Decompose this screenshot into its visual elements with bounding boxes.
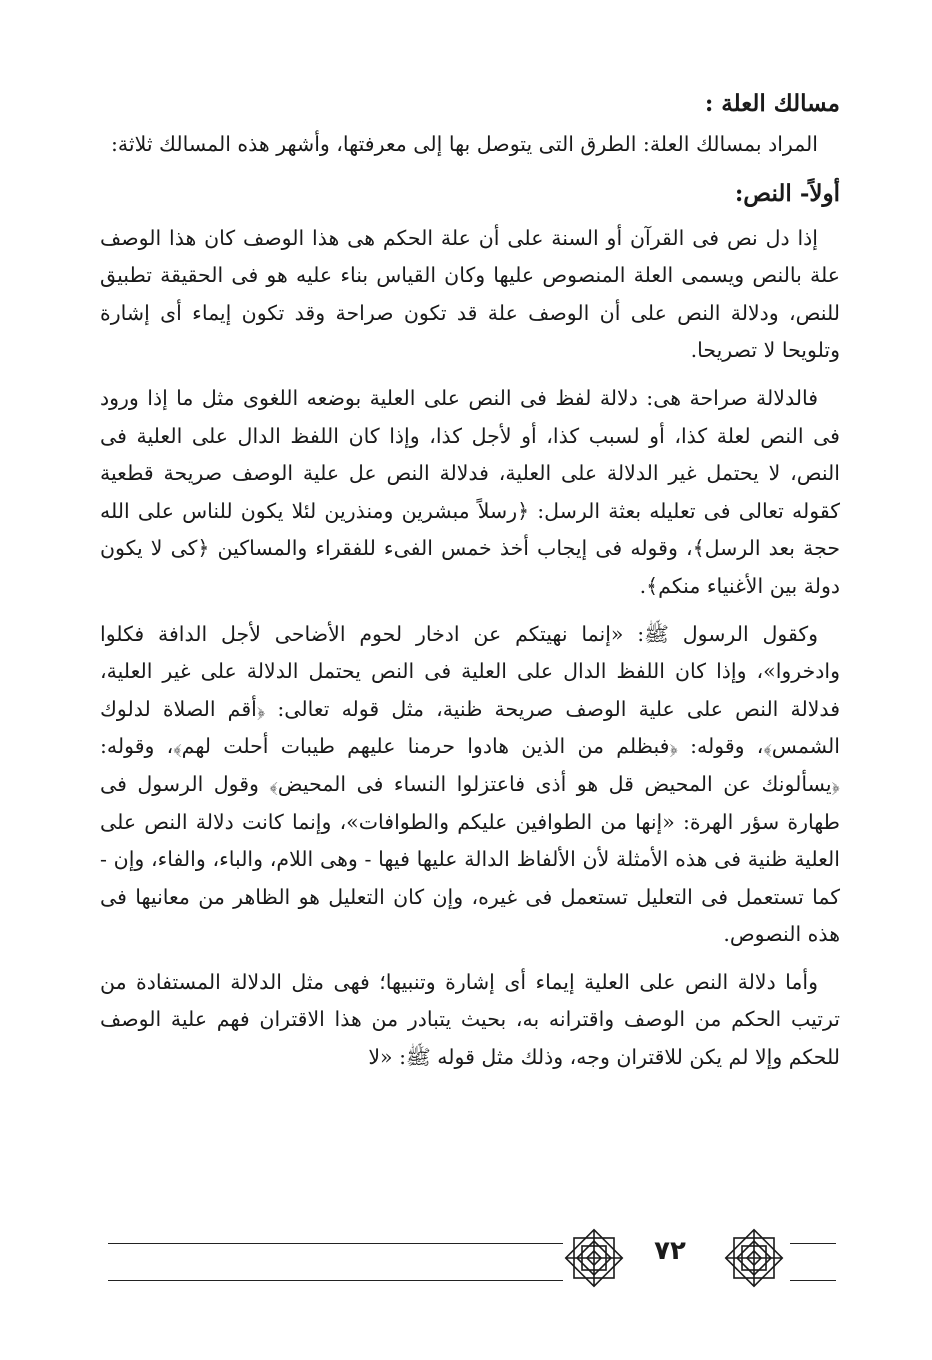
paragraph: فالدلالة صراحة هى: دلالة لفظ فى النص على العلية بوضعه اللغوى مثل ما إذا ورود فى النص لعلة كذا، أو لسبب كذا، أو لأجل كذا، وإذا كان اللفظ الدال على العلية فى النص، لا يحتمل غير الدلالة على العلية، فدلالة النص عل علية الوصف صريحة قطعية كقوله تعالى فى تعليله بعثة الرسل: ﴿رسلاً مبشرين ومنذرين لئلا يكون للناس على الله حجة بعد الرسل﴾، وقوله فى إيجاب أخذ خمس الفىء للفقراء والمساكين ﴿كى لا يكون دولة بين الأغنياء منكم﴾. (100, 385, 840, 598)
footer-rule (790, 1243, 836, 1244)
section-heading: مسالك العلة : (704, 90, 840, 117)
footer-rule (108, 1243, 563, 1244)
paragraph: إذا دل نص فى القرآن أو السنة على أن علة الحكم هى هذا الوصف كان هذا الوصف علة بالنص ويسمى العلة المنصوص عليها وكان القياس بناء عليه هو فى الحقيقة تطبيق للنص، ودلالة النص على أن الوصف علة قد تكون صراحة وقد تكون إيماء أى إشارة وتلويحا لا تصريحا. (100, 225, 840, 363)
intro-paragraph: المراد بمسالك العلة: الطرق التى يتوصل بها إلى معرفتها، وأشهر هذه المسالك ثلاثة: (111, 132, 818, 156)
star-ornament-icon (722, 1226, 786, 1290)
star-ornament-icon (562, 1226, 626, 1290)
paragraph: وأما دلالة النص على العلية إيماء أى إشارة وتنبيها؛ فهى مثل الدلالة المستفادة من ترتيب الحكم من الوصف واقترانه به، بحيث يتبادر من هذا الاقتران فهم علية الوصف للحكم وإلا لم يكن للاقتران وجه، وذلك مثل قوله ﷺ: «لا (100, 969, 840, 1070)
footer-rule (108, 1280, 563, 1281)
body-text (100, 84, 840, 1087)
footer-rule (790, 1280, 836, 1281)
page-number: ٧٢ (654, 1236, 686, 1266)
paragraph: وكقول الرسول ﷺ: «إنما نهيتكم عن ادخار لحوم الأضاحى لأجل الدافة فكلوا وادخروا»، وإذا كان اللفظ الدال على العلية فى النص يحتمل الدلالة على غير العلية، فدلالة النص على علية الوصف صريحة ظنية، مثل قوله تعالى: ﴿أقم الصلاة لدلوك الشمس﴾، وقوله: ﴿فبظلم من الذين هادوا حرمنا عليهم طيبات أحلت لهم﴾، وقوله: ﴿يسألونك عن المحيض قل هو أذى فاعتزلوا النساء فى المحيض﴾ وقول الرسول فى طهارة سؤر الهرة: «إنها من الطوافين عليكم والطوافات»، وإنما كانت دلالة النص على العلية ظنية فى هذه الأمثلة لأن الألفاظ الدالة عليها فيها - وهى اللام، والباء، والفاء، وإن - كما تستعمل فى التعليل تستعمل فى غيره، وإن كان التعليل هو الظاهر من معانيها فى هذه النصوص. (100, 621, 840, 947)
subsection-heading: أولاً- النص: (734, 179, 840, 207)
